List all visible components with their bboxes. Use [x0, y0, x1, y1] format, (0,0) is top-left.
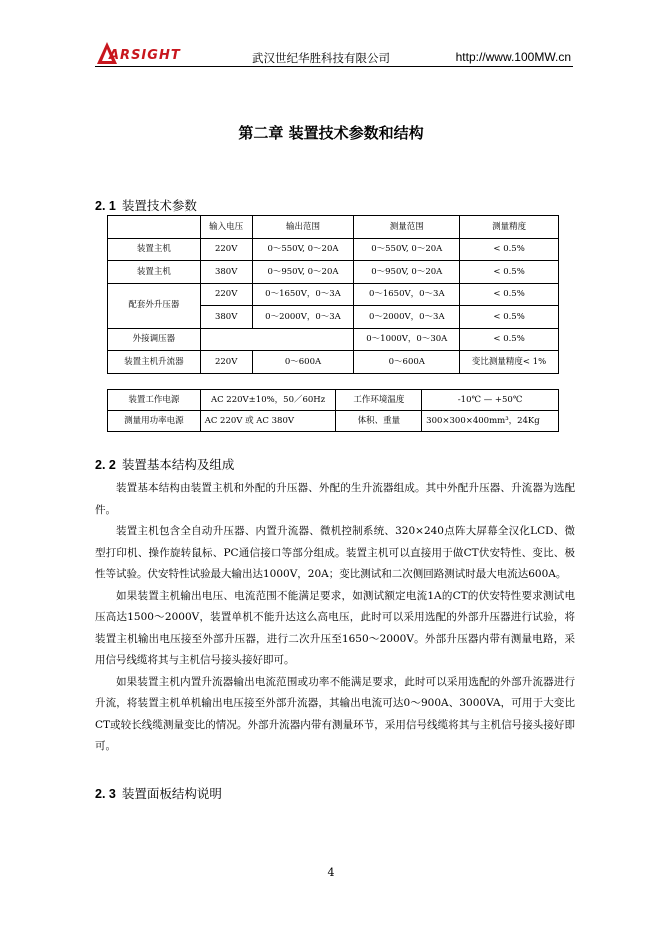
- paragraph: 装置基本结构由装置主机和外配的升压器、外配的生升流器组成。其中外配升压器、升流器为选配件。: [95, 482, 575, 516]
- paragraph: 装置主机包含全自动升压器、内置升流器、微机控制系统、320×240点阵大屏幕全汉化LCD、微型打印机、操作旋转鼠标、PC通信接口等部分组成。装置主机可以直接用于做CT伏安特性、变比、极性等试验。伏安特性试验最大输出达1000V，20A；变比测试和二次侧回路测试时最大电流达600A。: [95, 525, 575, 580]
- body-text: [95, 478, 575, 758]
- table-cell: 300×300×400mm³，24Kg: [422, 411, 559, 432]
- table-cell: 0～1650V，0～3A: [354, 283, 460, 306]
- table-cell: 体积、重量: [336, 411, 422, 432]
- section-2-3-heading: [95, 784, 222, 802]
- table-cell: 变比测量精度< 1%: [460, 351, 559, 374]
- table-row: [108, 351, 559, 374]
- table-cell: 装置工作电源: [108, 390, 201, 411]
- table-cell: < 0.5%: [460, 328, 559, 351]
- table-cell: 外接调压器: [108, 328, 201, 351]
- table-cell: 0～1650V，0～3A: [252, 283, 354, 306]
- environment-table: [107, 389, 559, 432]
- table-cell: 0～950V, 0～20A: [252, 261, 354, 284]
- table-cell: 配套外升压器: [108, 283, 201, 328]
- table-cell: 380V: [200, 261, 252, 284]
- page-number: 4: [327, 866, 335, 879]
- table-cell: -10℃ — +50℃: [422, 390, 559, 411]
- company-logo: [95, 40, 205, 66]
- logo-text: ARSIGHT: [109, 48, 181, 63]
- table-cell: AC 220V±10%，50／60Hz: [200, 390, 336, 411]
- table-cell: < 0.5%: [460, 261, 559, 284]
- paragraph: 如果装置主机内置升流器输出电流范围或功率不能满足要求，此时可以采用选配的外部升流器进行升流，将装置主机单机输出电压接至外部升流器，其输出电流可达0～900A、3000VA，可用于大变比CT或较长线缆测量变比的情况。外部升流器内带有测量环节，采用信号线缆将其与主机信号接头接好即可。: [95, 675, 575, 752]
- table-cell: 220V: [200, 283, 252, 306]
- table-cell: 220V: [200, 238, 252, 261]
- table-cell: 工作环境温度: [336, 390, 422, 411]
- table-cell: 220V: [200, 351, 252, 374]
- table-row: [108, 328, 559, 351]
- table-header-cell: 测量范围: [354, 216, 460, 239]
- section-title: 装置技术参数: [121, 198, 197, 213]
- table-header-cell: 输出范围: [252, 216, 354, 239]
- table-cell: 0～550V, 0～20A: [252, 238, 354, 261]
- table-cell: < 0.5%: [460, 238, 559, 261]
- table-header-row: [108, 216, 559, 239]
- table-cell: 测量用功率电源: [108, 411, 201, 432]
- table-cell: 0～600A: [252, 351, 354, 374]
- table-row: [108, 238, 559, 261]
- section-2-2-heading: [95, 455, 234, 473]
- section-title: 装置基本结构及组成: [121, 457, 235, 472]
- table-cell: 380V: [200, 306, 252, 329]
- table-cell: 0～1000V，0～30A: [354, 328, 460, 351]
- table-row: [108, 411, 559, 432]
- table-cell: 装置主机: [108, 261, 201, 284]
- table-cell: [200, 328, 354, 351]
- section-number: 2. 3: [95, 787, 116, 801]
- table-row: [108, 261, 559, 284]
- table-cell: AC 220V 或 AC 380V: [200, 411, 336, 432]
- section-2-1-heading: [95, 196, 197, 214]
- table-cell: 0～2000V，0～3A: [354, 306, 460, 329]
- table-cell: 0～550V, 0～20A: [354, 238, 460, 261]
- table-cell: < 0.5%: [460, 306, 559, 329]
- table-cell: 装置主机升流器: [108, 351, 201, 374]
- table-cell: 0～2000V，0～3A: [252, 306, 354, 329]
- table-row: [108, 390, 559, 411]
- page-header: [95, 40, 573, 67]
- spec-table: [107, 215, 559, 374]
- table-cell: < 0.5%: [460, 283, 559, 306]
- table-header-cell: [108, 216, 201, 239]
- website-url: http://www.100MW.cn: [455, 50, 571, 64]
- paragraph: 如果装置主机输出电压、电流范围不能满足要求，如测试额定电流1A的CT的伏安特性要求测试电压高达1500～2000V，装置单机不能升达这么高电压，此时可以采用选配的外部升压器进行试验，将装置主机输出电压接至外部升压器，进行二次升压至1650～2000V。外部升压器内带有测量电路，采用信号线缆将其与主机信号接头接好即可。: [95, 589, 575, 666]
- section-title: 装置面板结构说明: [121, 786, 222, 801]
- table-cell: 0～950V, 0～20A: [354, 261, 460, 284]
- table-row: [108, 283, 559, 306]
- table-cell: 0～600A: [354, 351, 460, 374]
- table-header-cell: 测量精度: [460, 216, 559, 239]
- section-number: 2. 1: [95, 199, 116, 213]
- chapter-title: 第二章 装置技术参数和结构: [238, 124, 424, 142]
- company-name: 武汉世纪华胜科技有限公司: [252, 51, 390, 65]
- table-header-cell: 输入电压: [200, 216, 252, 239]
- section-number: 2. 2: [95, 458, 116, 472]
- table-cell: 装置主机: [108, 238, 201, 261]
